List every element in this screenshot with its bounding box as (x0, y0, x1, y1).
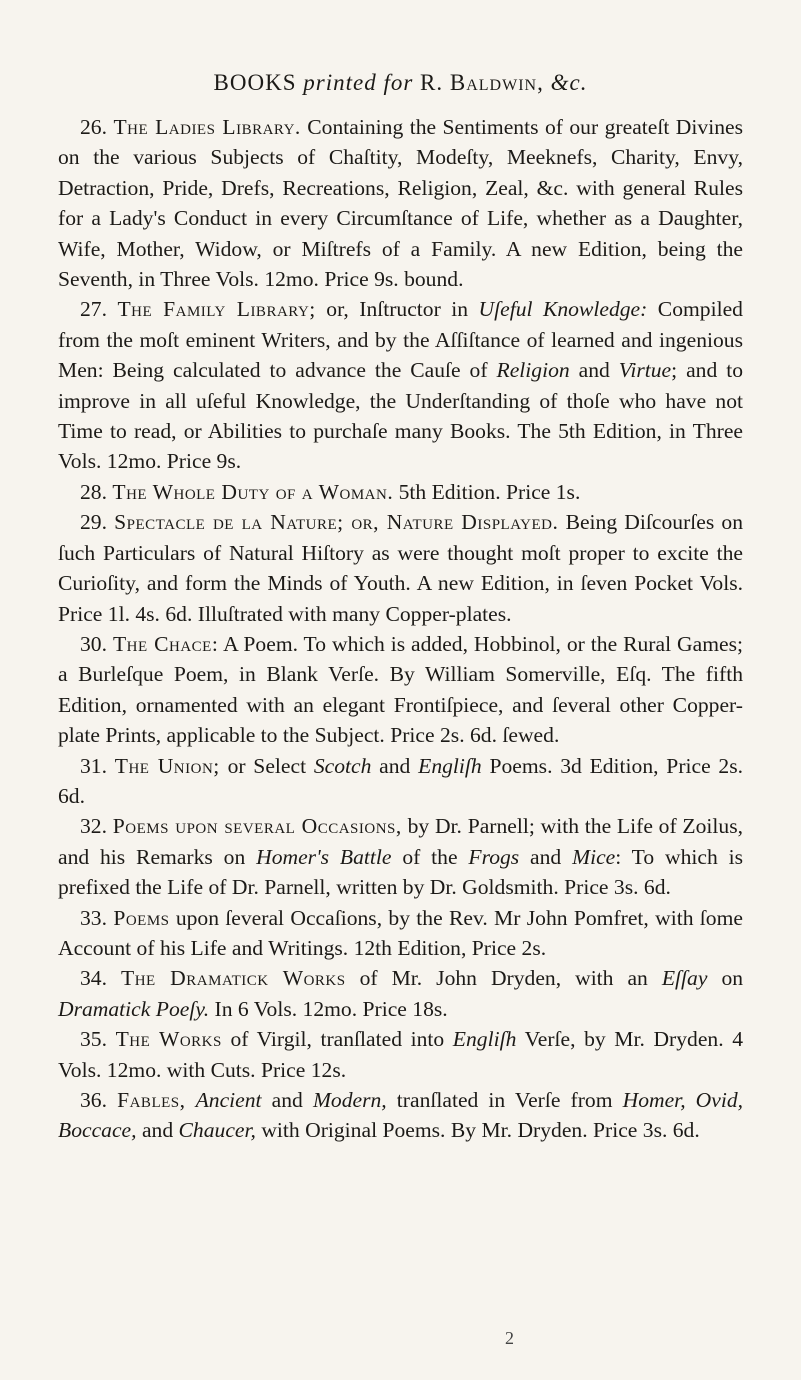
running-head-books: BOOKS (213, 70, 297, 95)
entry-italic: Frogs (468, 844, 520, 869)
entry-title: The Union; (114, 753, 220, 778)
entry-number: 31. (80, 753, 107, 778)
entry-text: and (141, 1118, 174, 1143)
entry-text: tranſlated in Verſe from (396, 1088, 613, 1112)
entry-italic: Scotch (313, 753, 372, 778)
entry-italic: Ancient (195, 1088, 262, 1112)
entry-text: and (578, 358, 610, 383)
entry-number: 30. (80, 631, 107, 656)
entry-title: The Dramatick Works (121, 966, 346, 991)
entry-title: Poems upon ſeveral Occaſions, (112, 814, 402, 839)
entry-italic: Engliſh (418, 753, 482, 778)
entry-title: Poems (113, 905, 170, 930)
entry-title: The Whole Duty of a Woman. (112, 479, 394, 504)
entry-number: 27. (80, 297, 107, 322)
entry-title: Fables, (117, 1088, 186, 1112)
entry-35 (58, 1024, 743, 1085)
entry-italic: Homer's Battle (256, 844, 392, 869)
entry-27 (58, 294, 743, 476)
entry-body: 5th Edition. Price 1s. (398, 479, 581, 504)
entry-title: The Chace: (112, 631, 219, 656)
entry-number: 34. (80, 966, 107, 991)
entry-italic: Religion (496, 358, 570, 383)
entry-italic: Homer, Ovid, Boccace, (58, 1088, 744, 1143)
entry-body: upon ſeveral Occaſions, by the Rev. Mr John Pomfret, with ſome Account of his Life and Writings. 12th Edition, Price 2s. (58, 905, 743, 960)
entry-29 (58, 507, 743, 629)
entry-body: Being Diſcourſes on ſuch Particulars of Natural Hiſtory as were thought moſt proper to excite the Curioſity, and form the Minds of Youth. A new Edition, in ſeven Pocket Vols. Price 1l. 4s. 6d. Illuſtrated with many Copper-plates. (58, 510, 743, 626)
running-head-etc: &c. (550, 70, 588, 95)
entry-text: by Dr. Parnell; with the Life of Zoilus, and his Remarks on (58, 814, 744, 869)
entry-26 (58, 112, 743, 294)
entry-body: Poems. 3d Edition, Price 2s. 6d. (58, 753, 744, 808)
running-head-publisher: R. Baldwin, (420, 70, 544, 95)
entry-body: : To which is prefixed the Life of Dr. Parnell, written by Dr. Goldsmith. Price 3s. 6d. (58, 844, 744, 900)
entry-italic: Virtue (618, 358, 672, 383)
entry-number: 33. (80, 905, 107, 930)
entry-text: or Select (227, 753, 307, 778)
entry-title: Spectacle de la Nature; or, Nature Displayed. (114, 510, 559, 535)
entry-text: and (379, 753, 411, 778)
entry-body: with Original Poems. By Mr. Dryden. Price 3s. 6d. (261, 1118, 700, 1143)
entry-title: The Works (115, 1027, 222, 1052)
entry-italic: Chaucer, (178, 1118, 256, 1143)
entry-italic: Uſeful Knowledge: (478, 297, 648, 322)
entry-body: In 6 Vols. 12mo. Price 18s. (214, 996, 448, 1021)
entry-body: Compiled from the moſt eminent Writers, and by the Aſſiſtance of learned and ingenious Men: Being calculated to advance the Cauſe of (58, 297, 743, 383)
entry-italic: Dramatick Poeſy. (58, 996, 210, 1021)
entry-number: 35. (80, 1027, 107, 1052)
entry-33 (58, 903, 743, 964)
entry-36 (58, 1085, 743, 1146)
entry-text: on (721, 966, 744, 991)
signature-mark: 2 (505, 1328, 514, 1348)
entry-number: 26. (80, 115, 107, 139)
entry-number: 28. (80, 479, 107, 504)
entry-30 (58, 629, 743, 751)
entry-text: and (530, 844, 562, 869)
entry-34 (58, 963, 743, 1024)
entry-italic: Modern, (312, 1088, 387, 1112)
entry-text: and (271, 1088, 303, 1112)
entry-text: or, Inſtructor in (326, 297, 469, 322)
entry-title: The Family Library; (117, 297, 316, 322)
entry-body: Verſe, by Mr. Dryden. 4 Vols. 12mo. with Cuts. Price 12s. (58, 1027, 743, 1082)
entry-28 (58, 477, 743, 507)
entry-number: 36. (80, 1088, 107, 1112)
entry-title: The Ladies Library. (113, 115, 301, 139)
entry-body: Containing the Sentiments of our greateſt Divines on the various Subjects of Chaſtity, Modeſty, Meeknefs, Charity, Envy, Detraction, Pride, Drefs, Recreations, Religion, Zeal, &c. with general Rules for a Lady's Conduct in every Circumſtance of Life, whether as a Daughter, Wife, Mother, Widow, or Miſtrefs of a Family. A new Edition, being the Seventh, in Three Vols. 12mo. Price 9s. bound. (58, 115, 743, 292)
entry-text: of the (402, 844, 458, 869)
entry-italic: Eſſay (661, 966, 708, 991)
entry-number: 32. (80, 814, 107, 839)
entry-body: ; and to improve in all uſeful Knowledge, the Underſtanding of thoſe who have not Time to read, or Abilities to purchaſe many Books. The 5th Edition, in Three Vols. 12mo. Price 9s. (58, 358, 743, 474)
entry-32 (58, 811, 743, 902)
entry-italic: Engliſh (452, 1027, 517, 1052)
running-head (58, 70, 743, 96)
entry-italic: Mice (572, 844, 616, 869)
entry-body: A Poem. To which is added, Hobbinol, or the Rural Games; a Burleſque Poem, in Blank Verſe. By William Somerville, Eſq. The fifth Edition, ornamented with an elegant Frontiſpiece, and ſeveral other Copper-plate Prints, applicable to the Subject. Price 2s. 6d. ſewed. (58, 631, 743, 748)
entry-text: of Virgil, tranſlated into (230, 1027, 445, 1052)
entry-31 (58, 751, 743, 812)
entry-number: 29. (80, 510, 107, 535)
entry-text: of Mr. John Dryden, with an (359, 966, 648, 991)
running-head-printed-for: printed for (303, 70, 414, 95)
